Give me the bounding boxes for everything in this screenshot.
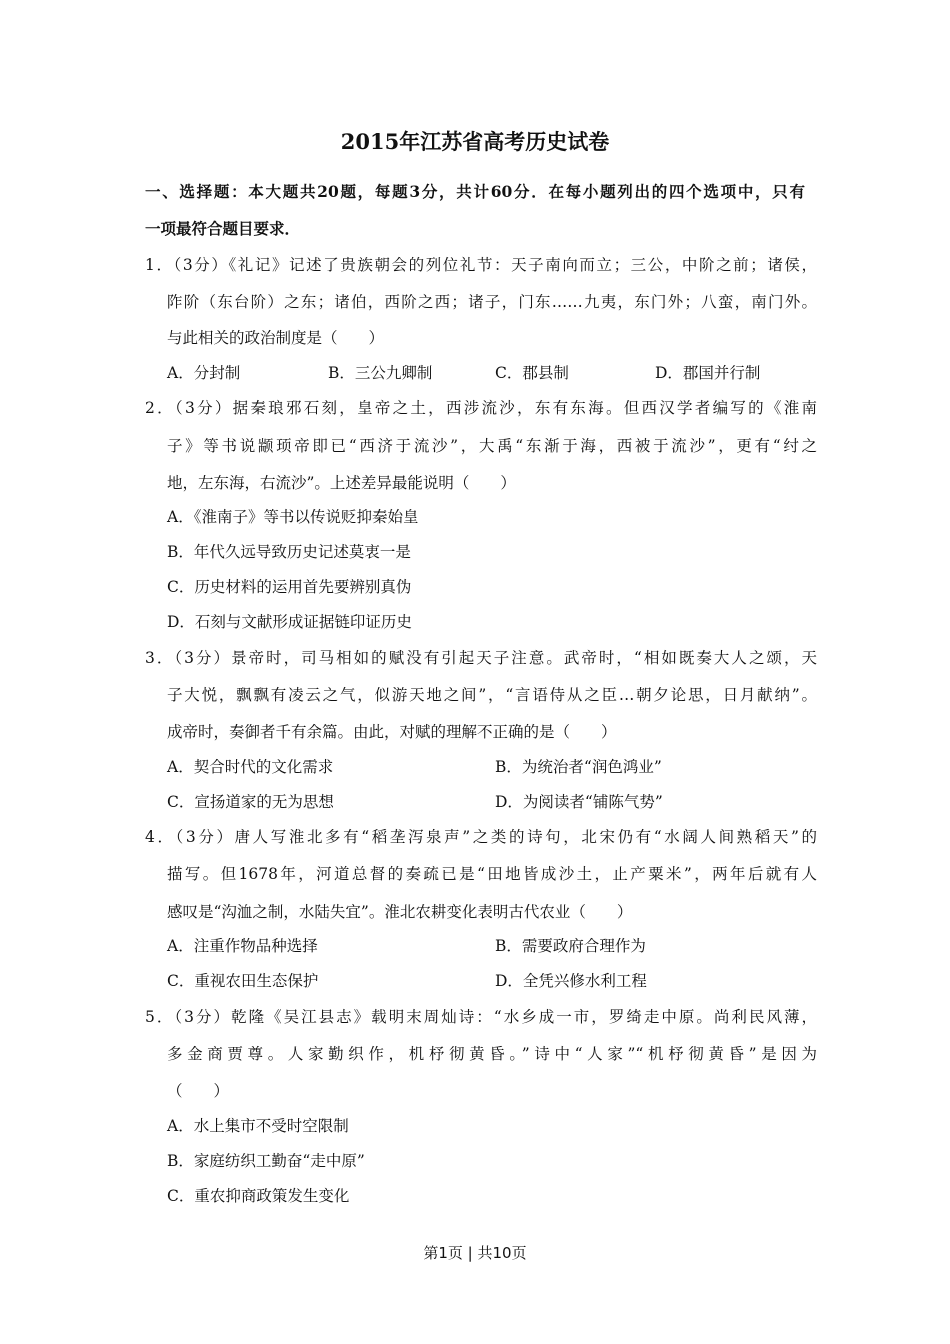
answer-option-c: C．郡县制 (495, 364, 569, 382)
question-stem-line: （ ） (167, 1082, 230, 1100)
page-footer: 第1页 | 共10页 (423, 1244, 527, 1262)
answer-option-a: A．契合时代的文化需求 (167, 758, 334, 776)
page-title: 2015年江苏省高考历史试卷 (340, 129, 610, 154)
answer-option-b: B．家庭纺织工勤奋“走中原” (167, 1152, 365, 1170)
question-stem-line: 1．（3分）《礼记》记述了贵族朝会的列位礼节：天子南向而立；三公，中阶之前；诸侯， (145, 256, 817, 274)
answer-option-b: B．三公九卿制 (328, 364, 433, 382)
question-stem-line: 子》等书说颛顼帝即已“西济于流沙”，大禹“东渐于海，西被于流沙”，更有“纣之 (167, 437, 817, 455)
question-stem-line: 阼阶（东台阶）之东；诸伯，西阶之西；诸子，门东……九夷，东门外；八蛮，南门外。 (167, 293, 817, 311)
question-stem-line: 3．（3分）景帝时，司马相如的赋没有引起天子注意。武帝时，“相如既奏大人之颂，天 (145, 649, 817, 667)
answer-option-c: C．历史材料的运用首先要辨别真伪 (167, 578, 412, 596)
question-stem-line: 地，左东海，右流沙”。上述差异最能说明（ ） (167, 474, 516, 492)
answer-option-d: D．郡国并行制 (655, 364, 761, 382)
answer-option-c: C．重农抑商政策发生变化 (167, 1187, 350, 1205)
question-stem-line: 成帝时，奏御者千有余篇。由此，对赋的理解不正确的是（ ） (167, 723, 617, 741)
answer-option-d: D．石刻与文献形成证据链印证历史 (167, 613, 412, 631)
question-stem-line: 5．（3分）乾隆《吴江县志》载明末周灿诗：“水乡成一市，罗绮走中原。尚利民风薄， (145, 1008, 817, 1026)
question-stem-line: 2．（3分）据秦琅邪石刻，皇帝之土，西涉流沙，东有东海。但西汉学者编写的《淮南 (145, 399, 817, 417)
answer-option-c: C．重视农田生态保护 (167, 972, 319, 990)
answer-option-b: B．为统治者“润色鸿业” (495, 758, 662, 776)
answer-option-d: D．为阅读者“铺陈气势” (495, 793, 663, 811)
answer-option-b: B．需要政府合理作为 (495, 937, 646, 955)
question-stem-line: 4．（3分）唐人写淮北多有“稻垄泻泉声”之类的诗句，北宋仍有“水阔人间熟稻天”的 (145, 828, 817, 846)
answer-option-a: A．《淮南子》等书以传说贬抑秦始皇 (167, 508, 419, 526)
question-stem-line: 描写。但1678年，河道总督的奏疏已是“田地皆成沙土，止产粟米”，两年后就有人 (167, 865, 817, 883)
answer-option-d: D．全凭兴修水利工程 (495, 972, 647, 990)
question-stem-line: 与此相关的政治制度是（ ） (167, 329, 385, 347)
question-stem-line: 多金商贾尊。人家勤织作，机杼彻黄昏。”诗中“人家”“机杼彻黄昏”是因为 (167, 1045, 817, 1063)
answer-option-a: A．水上集市不受时空限制 (167, 1117, 349, 1135)
section-heading-line-1: 一、选择题：本大题共20题，每题3分，共计60分．在每小题列出的四个选项中，只有 (145, 182, 805, 201)
answer-option-c: C．宣扬道家的无为思想 (167, 793, 334, 811)
question-stem-line: 感叹是“沟洫之制，水陆失宜”。淮北农耕变化表明古代农业（ ） (167, 903, 633, 921)
question-stem-line: 子大悦，飘飘有凌云之气，似游天地之间”，“言语侍从之臣…朝夕论思，日月献纳”。 (167, 686, 817, 704)
answer-option-a: A．注重作物品种选择 (167, 937, 318, 955)
answer-option-b: B．年代久远导致历史记述莫衷一是 (167, 543, 411, 561)
section-heading-line-2: 一项最符合题目要求． (145, 219, 301, 238)
answer-option-a: A．分封制 (167, 364, 241, 382)
